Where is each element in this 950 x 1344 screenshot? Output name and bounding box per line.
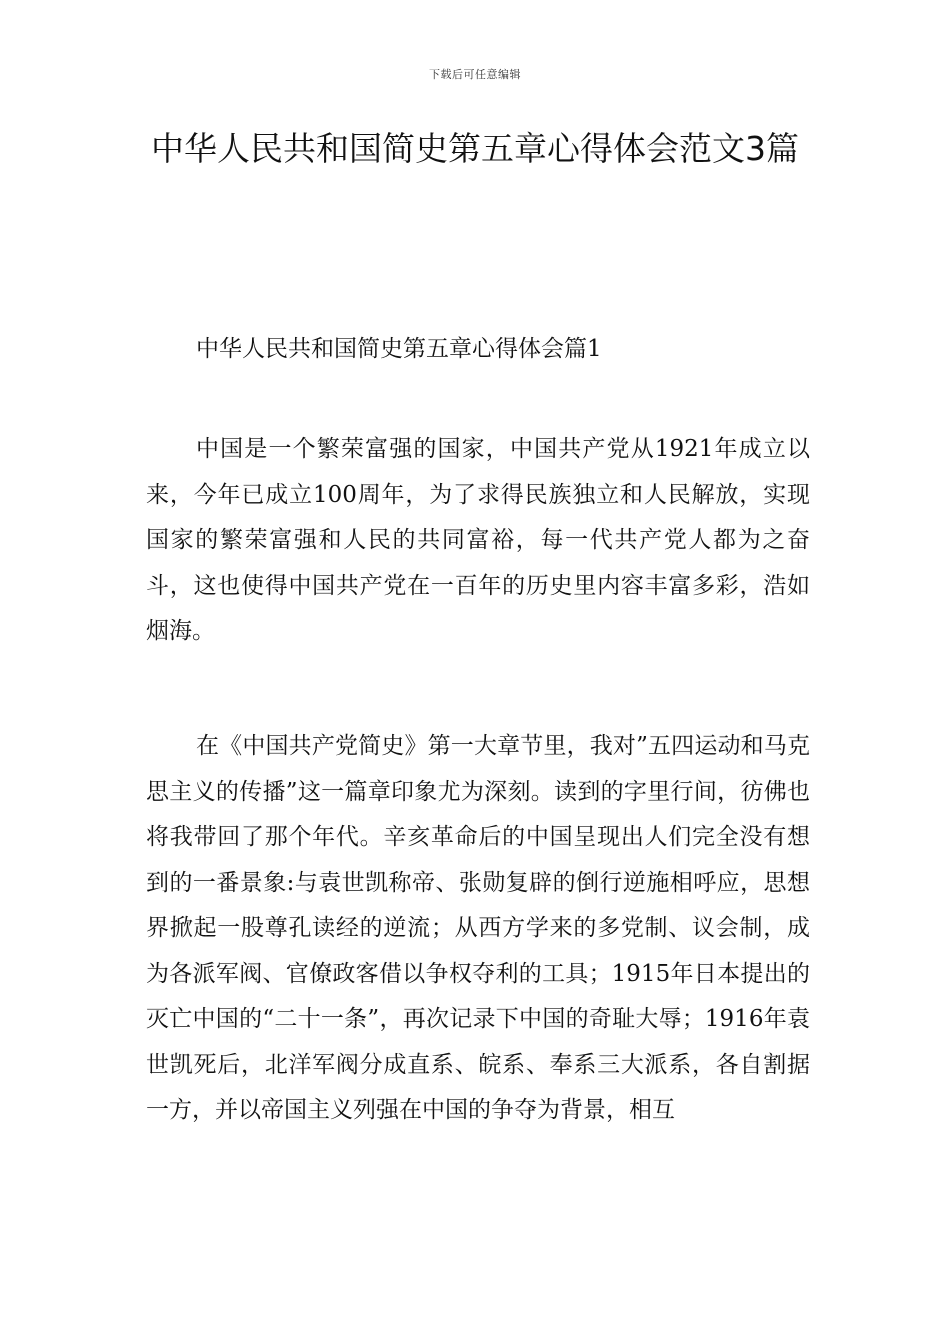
paragraph-2: 在《中国共产党简史》第一大章节里，我对”五四运动和马克思主义的传播”这一篇章印象尤为深刻。读到的字里行间，彷佛也将我带回了那个年代。辛亥革命后的中国呈现出人们完全没有想到的一番景象:与袁世凯称帝、张勋复辟的倒行逆施相呼应，思想界掀起一股尊孔读经的逆流；从西方学来的多党制、议会制，成为各派军阀、官僚政客借以争权夺利的工具；1915年日本提出的灭亡中国的“二十一条”，再次记录下中国的奇耻大辱；1916年袁世凯死后，北洋军阀分成直系、皖系、奉系三大派系，各自割据一方，并以帝国主义列强在中国的争夺为背景，相互 [146, 733, 810, 1123]
document-title: 中华人民共和国简史第五章心得体会范文3篇 [151, 129, 799, 168]
header-note: 下载后可任意编辑 [429, 68, 521, 81]
section-heading: 中华人民共和国简史第五章心得体会篇1 [196, 336, 602, 362]
paragraph-1: 中国是一个繁荣富强的国家，中国共产党从1921年成立以来，今年已成立100周年，为了求得民族独立和人民解放，实现国家的繁荣富强和人民的共同富裕，每一代共产党人都为之奋斗，这也使得中国共产党在一百年的历史里内容丰富多彩，浩如烟海。 [146, 436, 810, 644]
